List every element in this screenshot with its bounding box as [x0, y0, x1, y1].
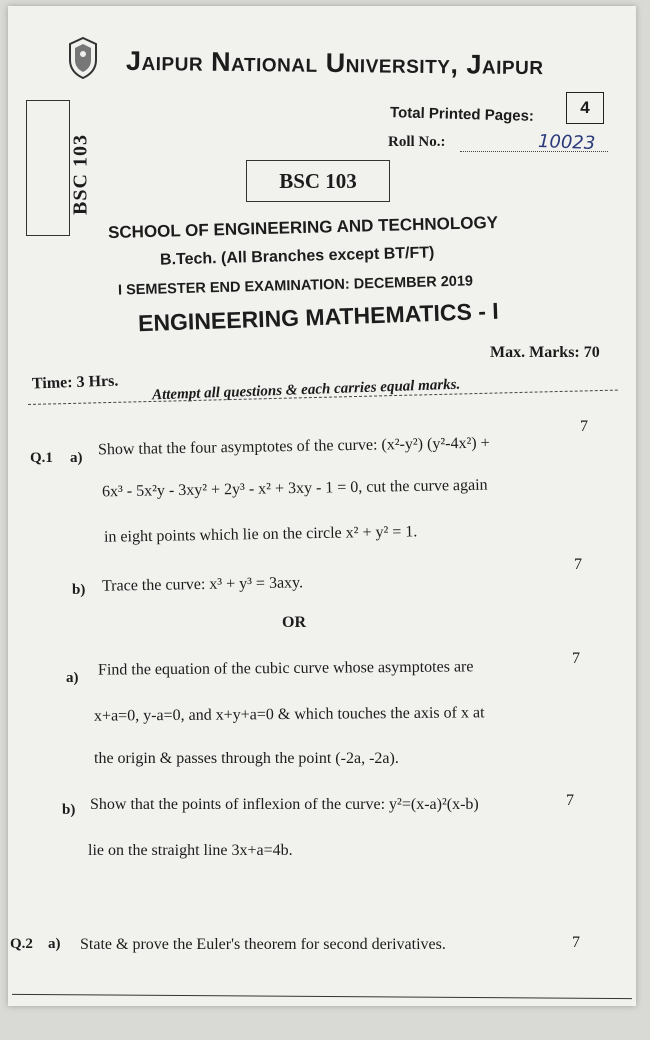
- roll-number-handwritten: 10023: [537, 131, 596, 154]
- question-marks: 7: [580, 418, 588, 435]
- page-bottom-border: [12, 994, 632, 999]
- question-text: in eight points which lie on the circle x² + y² = 1.: [103, 523, 418, 546]
- exam-name: I SEMESTER END EXAMINATION: DECEMBER 2019: [117, 273, 474, 299]
- question-marks: 7: [574, 556, 582, 573]
- question-text: x+a=0, y-a=0, and x+y+a=0 & which touches the axis of x at: [93, 704, 485, 725]
- school-name: SCHOOL OF ENGINEERING AND TECHNOLOGY: [107, 212, 499, 243]
- exam-paper: [8, 6, 636, 1006]
- exam-time: Time: 3 Hrs.: [31, 372, 119, 393]
- question-text: Show that the four asymptotes of the curve: (x²-y²) (y²-4x²) +: [97, 434, 490, 459]
- total-pages-label: Total Printed Pages:: [389, 104, 535, 125]
- total-pages-value: 4: [566, 92, 604, 124]
- question-marks: 7: [572, 934, 580, 951]
- part-label: a): [66, 670, 79, 686]
- max-marks: Max. Marks: 70: [490, 344, 600, 361]
- question-marks: 7: [572, 650, 580, 667]
- question-text: State & prove the Euler's theorem for second derivatives.: [80, 936, 446, 953]
- university-logo-icon: [66, 36, 100, 80]
- question-text: 6x³ - 5x²y - 3xy² + 2y³ - x² + 3xy - 1 = 0, cut the curve again: [101, 476, 488, 501]
- part-label: b): [62, 802, 76, 818]
- part-label: a): [70, 450, 83, 466]
- subject-title: ENGINEERING MATHEMATICS - I: [137, 297, 500, 337]
- question-text: the origin & passes through the point (-2a, -2a).: [94, 750, 399, 767]
- side-course-code: BSC 103: [69, 134, 92, 215]
- instructions: Attempt all questions & each carries equal marks.: [151, 376, 461, 404]
- program-name: B.Tech. (All Branches except BT/FT): [159, 244, 435, 269]
- part-label: a): [48, 936, 61, 952]
- question-marks: 7: [566, 792, 574, 809]
- roll-number-label: Roll No.:: [388, 134, 446, 150]
- question-number: Q.1: [30, 450, 53, 466]
- question-text: Find the equation of the cubic curve whose asymptotes are: [97, 658, 474, 679]
- university-title: Jaipur National University, Jaipur: [125, 45, 544, 81]
- question-text: lie on the straight line 3x+a=4b.: [88, 842, 293, 859]
- course-code-box: BSC 103: [246, 160, 390, 202]
- or-separator: OR: [282, 614, 306, 631]
- question-text: Show that the points of inflexion of the curve: y²=(x-a)²(x-b): [90, 796, 479, 813]
- side-code-box: [26, 100, 92, 236]
- question-text: Trace the curve: x³ + y³ = 3axy.: [101, 574, 304, 595]
- question-number: Q.2: [10, 936, 33, 952]
- part-label: b): [72, 582, 86, 598]
